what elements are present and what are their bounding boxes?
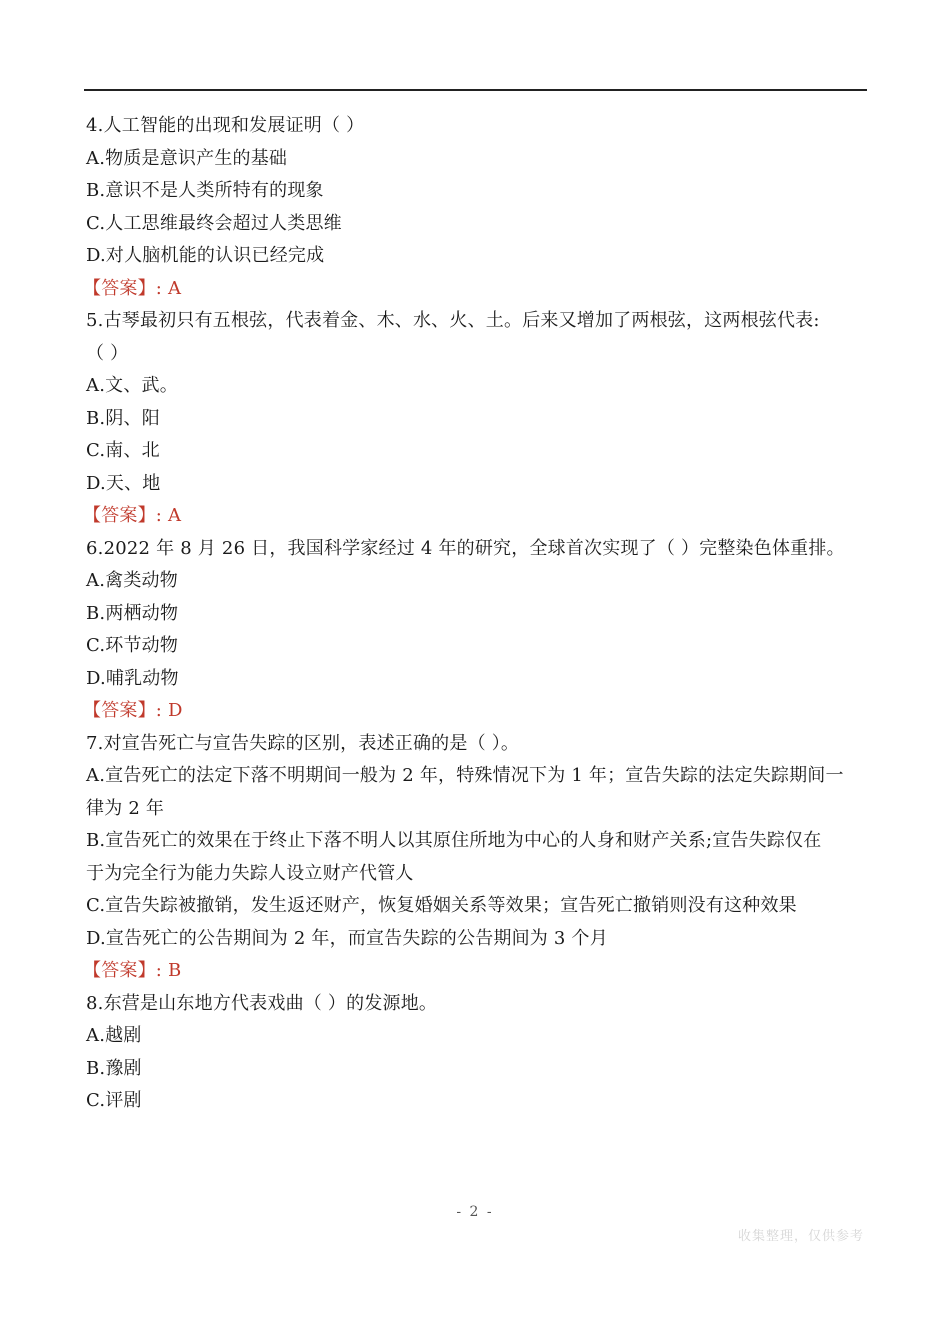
option-c: C.评剧 [86, 1090, 142, 1111]
question-block [83, 110, 868, 305]
header-rule [84, 89, 867, 91]
option-c: C.宣告失踪被撤销，发生返还财产，恢复婚姻关系等效果；宣告死亡撤销则没有这种效果 [86, 895, 797, 916]
option-d: D.宣告死亡的公告期间为 2 年，而宣告失踪的公告期间为 3 个月 [86, 927, 608, 949]
page-number: - 2 - [456, 1204, 494, 1220]
question-stem: 6.2022 年 8 月 26 日，我国科学家经过 4 年的研究，全球首次实现了（ ）完整染色体重排。 [86, 537, 845, 559]
option-b: B.意识不是人类所特有的现象 [86, 180, 324, 201]
question-block [83, 305, 868, 533]
option-a: A.宣告死亡的法定下落不明期间一般为 2 年，特殊情况下为 1 年；宣告失踪的法定失踪期间一 [86, 765, 844, 786]
option-a: A.物质是意识产生的基础 [86, 147, 288, 169]
answer-value: B [168, 960, 182, 981]
answer-value: A [168, 505, 182, 526]
option-a-continuation: 律为 2 年 [86, 797, 165, 819]
option-b: B.宣告死亡的效果在于终止下落不明人以其原住所地为中心的人身和财产关系;宣告失踪仅在 [86, 830, 822, 851]
question-block [83, 728, 868, 988]
answer-label: 【答案】: [83, 505, 163, 526]
question-stem-continuation: （ ） [86, 342, 129, 364]
answer-line [83, 695, 868, 728]
answer-label: 【答案】: [83, 960, 163, 981]
question-block [86, 988, 868, 1118]
watermark-text: 收集整理，仅供参考 [737, 1229, 864, 1244]
answer-label: 【答案】: [83, 277, 163, 299]
option-b: B.豫剧 [86, 1057, 142, 1079]
answer-line [83, 955, 868, 988]
answer-value: A [168, 277, 182, 299]
option-c: C.南、北 [86, 440, 160, 461]
option-b-continuation: 于为完全行为能力失踪人设立财产代管人 [86, 862, 414, 884]
option-d: D.哺乳动物 [86, 667, 179, 689]
question-stem: 4.人工智能的出现和发展证明（ ） [86, 115, 365, 136]
option-a: A.越剧 [86, 1025, 142, 1046]
question-block [83, 533, 868, 728]
option-d: D.对人脑机能的认识已经完成 [86, 245, 325, 266]
question-stem: 8.东营是山东地方代表戏曲（ ）的发源地。 [86, 992, 438, 1014]
answer-line [83, 273, 868, 306]
option-c: C.环节动物 [86, 635, 179, 656]
question-stem: 7.对宣告死亡与宣告失踪的区别，表述正确的是（ ）。 [86, 732, 520, 754]
option-c: C.人工思维最终会超过人类思维 [86, 212, 342, 234]
answer-value: D [168, 700, 183, 721]
document-body [83, 110, 868, 1118]
option-d: D.天、地 [86, 472, 161, 494]
option-b: B.两栖动物 [86, 602, 179, 624]
question-stem: 5.古琴最初只有五根弦，代表着金、木、水、火、土。后来又增加了两根弦，这两根弦代表: [86, 310, 820, 331]
option-b: B.阴、阳 [86, 407, 160, 429]
answer-label: 【答案】: [83, 700, 163, 721]
option-a: A.禽类动物 [86, 570, 178, 591]
option-a: A.文、武。 [86, 375, 178, 396]
answer-line [83, 500, 868, 533]
